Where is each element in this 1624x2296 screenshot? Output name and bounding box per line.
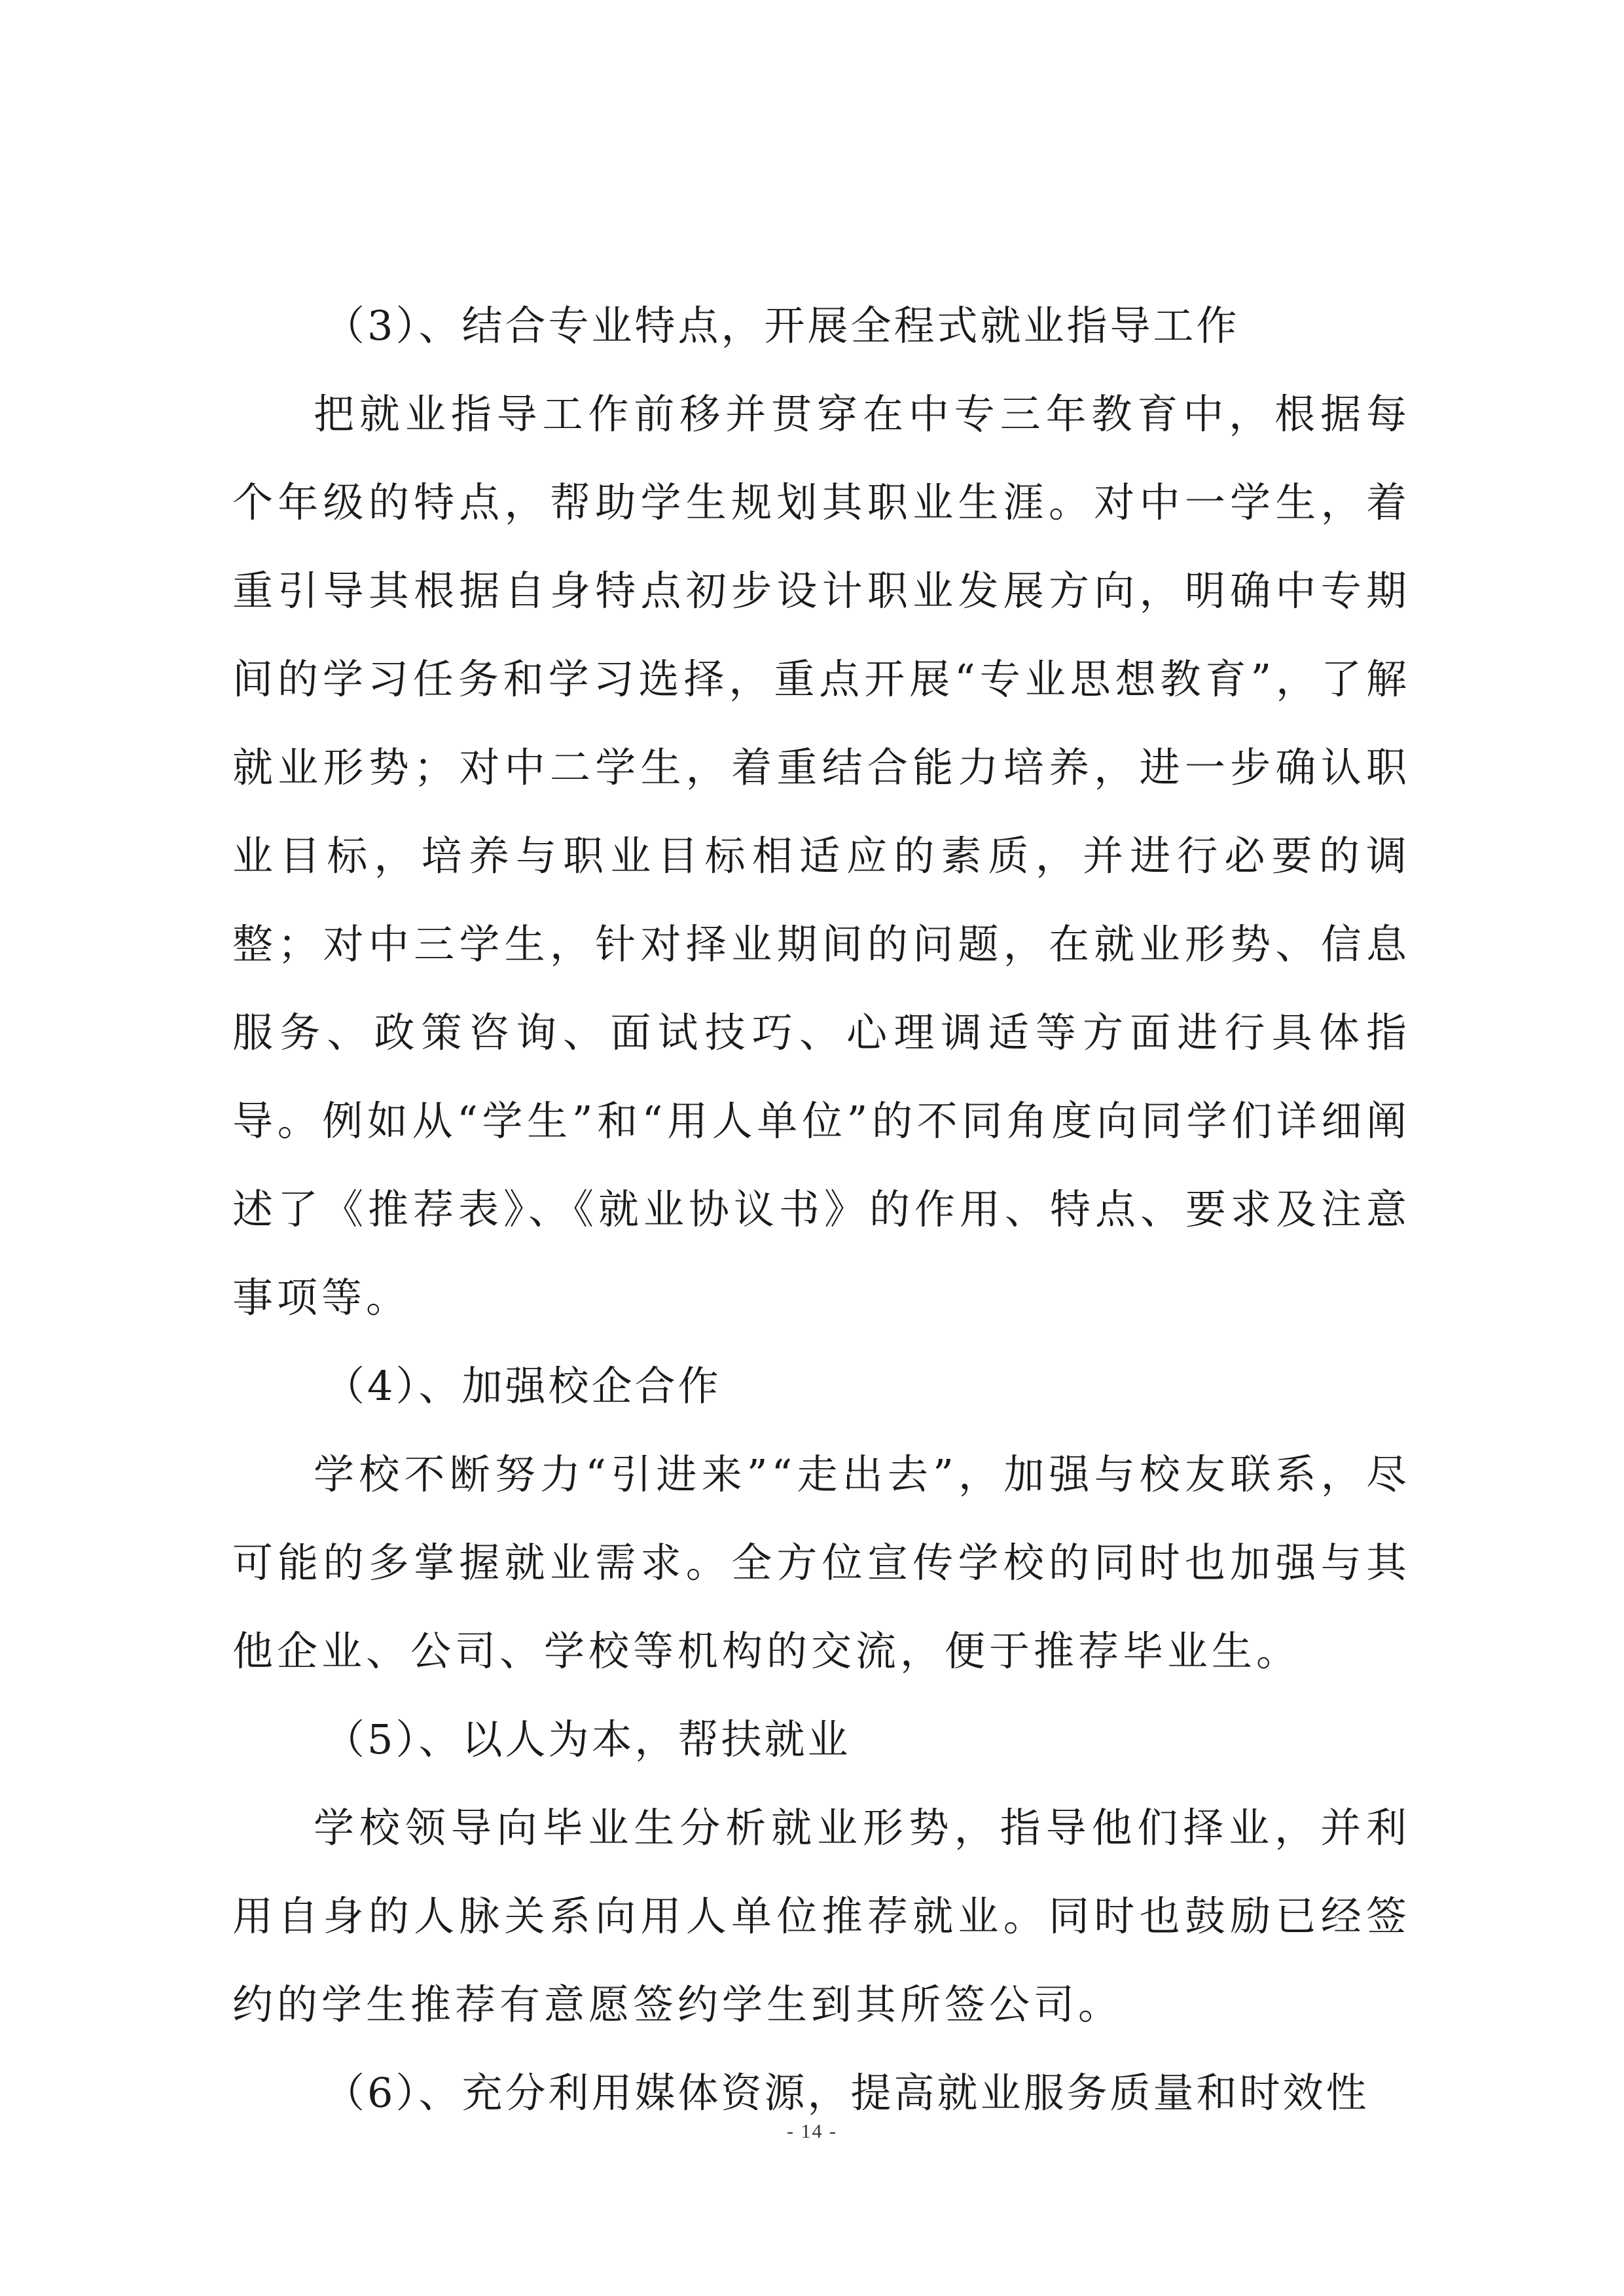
section-heading-3: （3）、结合专业特点，开展全程式就业指导工作 [324, 302, 1240, 350]
section-heading-5: （5）、以人为本，帮扶就业 [324, 1715, 851, 1763]
section-paragraph-4: 学校不断努力“引进来”“走出去”，加强与校友联系，尽可能的多掌握就业需求。全方位宣传学校的同时也加强与其他企业、公司、学校等机构的交流，便于推荐毕业生。 [232, 1450, 1411, 1675]
document-body [232, 281, 1411, 2137]
section-heading-4: （4）、加强校企合作 [324, 1362, 721, 1410]
page-number: - 14 - [787, 2121, 837, 2142]
section-paragraph-3: 把就业指导工作前移并贯穿在中专三年教育中，根据每个年级的特点，帮助学生规划其职业生涯。对中一学生，着重引导其根据自身特点初步设计职业发展方向，明确中专期间的学习任务和学习选择，重点开展“专业思想教育”，了解就业形势；对中二学生，着重结合能力培养，进一步确认职业目标，培养与职业目标相适应的素质，并进行必要的调整；对中三学生，针对择业期间的问题，在就业形势、信息服务、政策咨询、面试技巧、心理调适等方面进行具体指导。例如从“学生”和“用人单位”的不同角度向同学们详细阐述了《推荐表》、《就业协议书》的作用、特点、要求及注意事项等。 [232, 390, 1411, 1321]
section-heading-6: （6）、充分利用媒体资源，提高就业服务质量和时效性 [324, 2069, 1369, 2117]
section-paragraph-5: 学校领导向毕业生分析就业形势，指导他们择业，并利用自身的人脉关系向用人单位推荐就业。同时也鼓励已经签约的学生推荐有意愿签约学生到其所签公司。 [232, 1804, 1411, 2028]
